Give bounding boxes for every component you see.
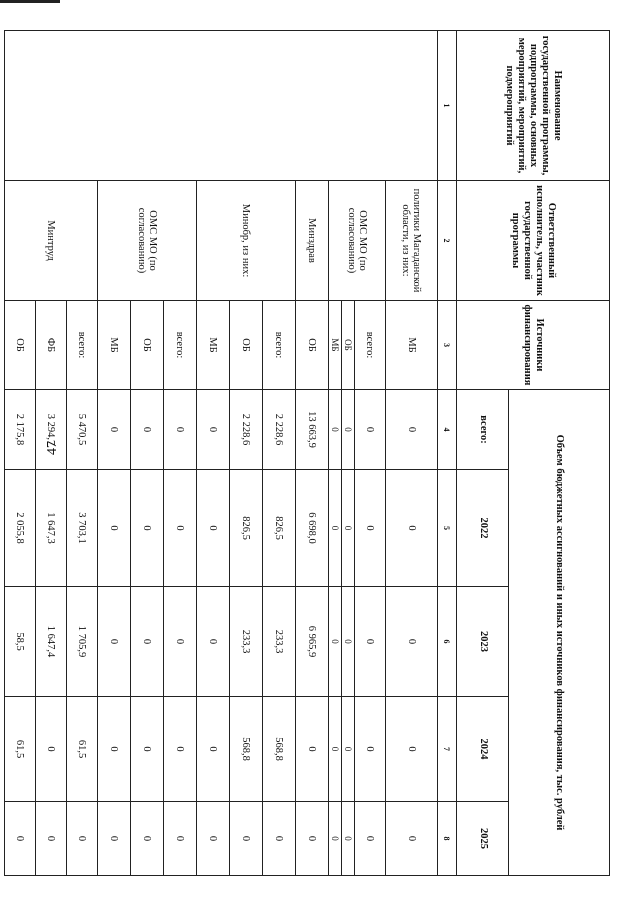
y2024-cell: 0 [386,697,438,802]
y2023-cell: 58,5 [5,587,36,697]
y2024-cell: 0 [131,697,164,802]
table-row [386,31,438,876]
header-executor: Ответственный исполнитель, участник государственной программы [457,181,610,301]
total-cell: 0 [131,390,164,470]
colnum: 5 [438,470,457,587]
y2023-cell: 1 647,4 [36,587,67,697]
y2024-cell: 0 [36,697,67,802]
y2022-cell: 0 [131,470,164,587]
total-cell: 3 294,7 [36,390,67,470]
y2023-cell: 0 [355,587,386,697]
header-2022: 2022 [457,470,509,587]
total-cell: 2 228,6 [263,390,296,470]
source-cell: всего: [263,301,296,390]
source-cell: МБ [98,301,131,390]
y2022-cell: 2 055,8 [5,470,36,587]
y2024-cell: 568,8 [263,697,296,802]
y2023-cell: 233,3 [263,587,296,697]
header-volume: Объем бюджетных ассигнований и иных источников финансирования, тыс. рублей [509,390,610,876]
y2024-cell: 61,5 [67,697,98,802]
y2025-cell: 0 [131,802,164,876]
total-cell: 2 175,8 [5,390,36,470]
table-header-row [509,31,610,876]
colnum: 1 [438,31,457,181]
y2025-cell: 0 [230,802,263,876]
y2024-cell: 0 [329,697,342,802]
y2022-cell: 0 [197,470,230,587]
source-cell: МБ [197,301,230,390]
y2023-cell: 233,3 [230,587,263,697]
header-2024: 2024 [457,697,509,802]
y2025-cell: 0 [386,802,438,876]
executor-cell: Минздрав [296,181,329,301]
y2024-cell: 0 [296,697,329,802]
source-cell: ОБ [342,301,355,390]
y2022-cell: 6 698,0 [296,470,329,587]
page-number: 47 [45,441,60,455]
y2023-cell: 1 705,9 [67,587,98,697]
total-cell: 0 [329,390,342,470]
y2025-cell: 0 [296,802,329,876]
y2024-cell: 0 [98,697,131,802]
y2025-cell: 0 [263,802,296,876]
y2025-cell: 0 [5,802,36,876]
executor-cell: ОМС МО (по согласованию) [329,181,386,301]
colnum: 4 [438,390,457,470]
y2022-cell: 0 [98,470,131,587]
header-2025: 2025 [457,802,509,876]
y2025-cell: 0 [329,802,342,876]
y2025-cell: 0 [36,802,67,876]
source-cell: всего: [355,301,386,390]
executor-cell: политики Магаданской области, из них: [386,181,438,301]
total-cell: 0 [197,390,230,470]
y2024-cell: 61,5 [5,697,36,802]
source-cell: МБ [386,301,438,390]
program-name-cell [5,31,438,181]
source-cell: ОБ [296,301,329,390]
y2025-cell: 0 [342,802,355,876]
y2024-cell: 568,8 [230,697,263,802]
y2022-cell: 0 [164,470,197,587]
top-rule [0,0,60,3]
colnum: 8 [438,802,457,876]
y2023-cell: 0 [342,587,355,697]
y2022-cell: 0 [355,470,386,587]
source-cell: ОБ [131,301,164,390]
total-cell: 2 228,6 [230,390,263,470]
source-cell: всего: [67,301,98,390]
total-cell: 0 [98,390,131,470]
y2024-cell: 0 [342,697,355,802]
y2025-cell: 0 [164,802,197,876]
source-cell: ОБ [5,301,36,390]
header-program-name: Наименование государственной программы, подпрограммы, основных мероприятий, мероприятий, подмероприятий [457,31,610,181]
colnum: 3 [438,301,457,390]
source-cell: МБ [329,301,342,390]
y2022-cell: 1 647,3 [36,470,67,587]
y2022-cell: 826,5 [263,470,296,587]
total-cell: 0 [386,390,438,470]
y2023-cell: 0 [329,587,342,697]
total-cell: 0 [342,390,355,470]
y2023-cell: 0 [164,587,197,697]
total-cell: 0 [355,390,386,470]
y2022-cell: 3 703,1 [67,470,98,587]
y2023-cell: 6 965,9 [296,587,329,697]
y2022-cell: 826,5 [230,470,263,587]
total-cell: 0 [164,390,197,470]
y2023-cell: 0 [98,587,131,697]
y2025-cell: 0 [67,802,98,876]
funding-table [4,30,610,876]
colnum: 2 [438,181,457,301]
header-2023: 2023 [457,587,509,697]
y2023-cell: 0 [197,587,230,697]
y2024-cell: 0 [197,697,230,802]
source-cell: ФБ [36,301,67,390]
y2025-cell: 0 [98,802,131,876]
y2023-cell: 0 [131,587,164,697]
executor-cell: Минтруд [5,181,98,301]
y2025-cell: 0 [197,802,230,876]
source-cell: ОБ [230,301,263,390]
total-cell: 5 470,5 [67,390,98,470]
header-source: Источники финансирования [457,301,610,390]
colnum: 7 [438,697,457,802]
y2022-cell: 0 [386,470,438,587]
total-cell: 13 663,9 [296,390,329,470]
rotated-page [14,30,610,875]
executor-cell: Минобр, из них: [197,181,296,301]
header-total: всего: [457,390,509,470]
executor-cell: ОМС МО (по согласованию) [98,181,197,301]
y2025-cell: 0 [355,802,386,876]
y2022-cell: 0 [342,470,355,587]
column-number-row [438,31,457,876]
y2023-cell: 0 [386,587,438,697]
colnum: 6 [438,587,457,697]
y2024-cell: 0 [164,697,197,802]
source-cell: всего: [164,301,197,390]
y2024-cell: 0 [355,697,386,802]
y2022-cell: 0 [329,470,342,587]
